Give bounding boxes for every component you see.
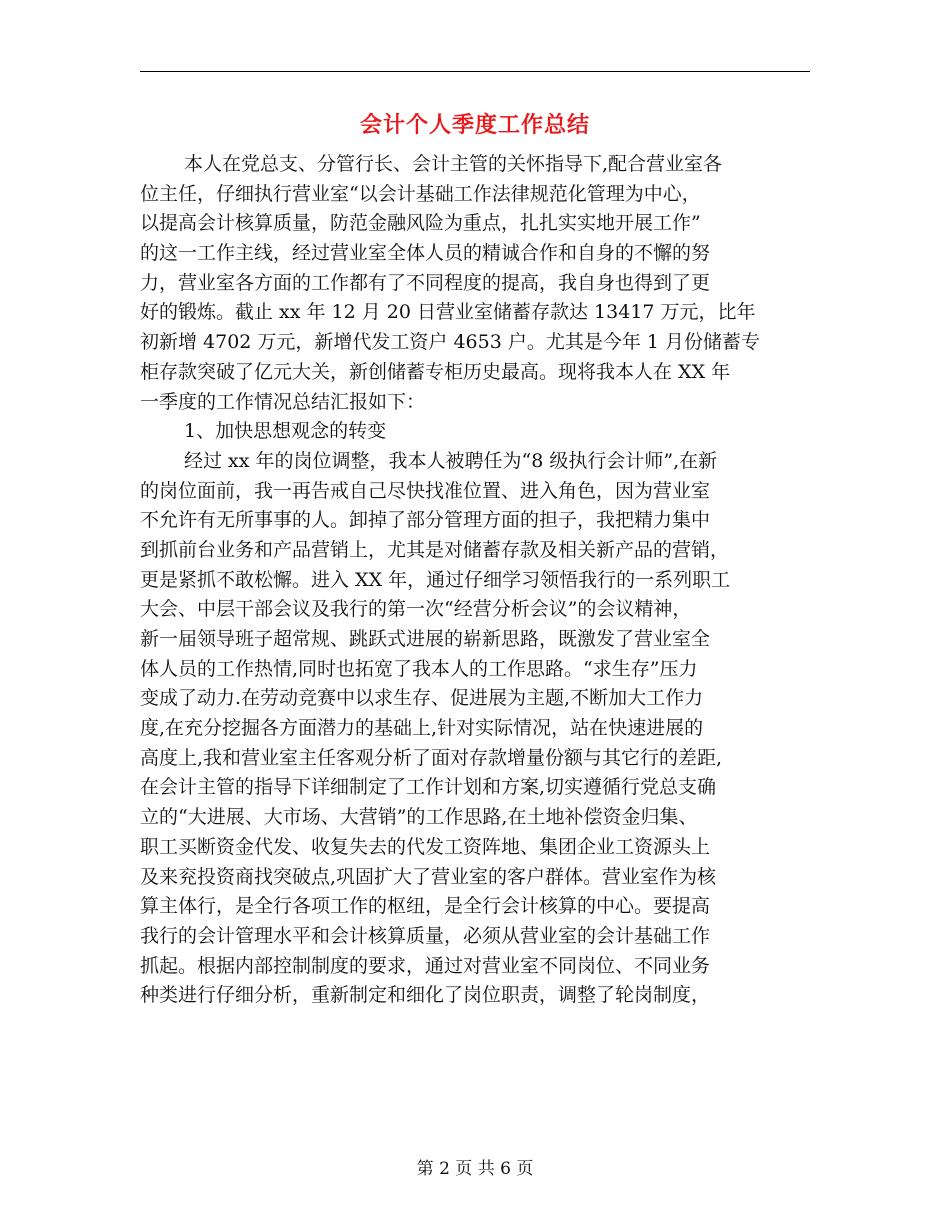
text-line: 新一届领导班子超常规、跳跃式进展的崭新思路，既激发了营业室全 [140,628,711,650]
text-line: 变成了动力.在劳动竞赛中以求生存、促进展为主题,不断加大工作力 [140,687,704,710]
document-title: 会计个人季度工作总结 [359,112,590,138]
text-line: 抓起。根据内部控制制度的要求，通过对营业室不同岗位、不同业务 [140,954,711,977]
text-line: 经过 xx 年的岗位调整，我本人被聘任为“8 级执行会计师”,在新 [184,449,718,472]
text-line: 到抓前台业务和产品营销上，尤其是对储蓄存款及相关新产品的营销， [140,538,730,561]
text-line: 好的锻炼。截止 xx 年 12 月 20 日营业室储蓄存款达 13417 万元，比年 [140,301,756,324]
text-line: 立的“大进展、大市场、大营销”的工作思路,在土地补偿资金归集、 [140,806,698,829]
header-rule [140,71,810,72]
text-line: 更是紧抓不敢松懈。进入 XX 年，通过仔细学习领悟我行的一系列职工 [140,568,731,591]
text-line: 一季度的工作情况总结汇报如下： [140,390,426,413]
text-line: 初新增 4702 万元，新增代发工资户 4653 户。尤其是今年 1 月份储蓄专 [140,331,761,354]
text-line: 职工买断资金代发、收复失去的代发工资阵地、集团企业工资源头上 [140,835,711,858]
text-line: 的岗位面前，我一再告戒自己尽快找准位置、进入角色，因为营业室 [140,479,711,502]
text-line: 本人在党总支、分管行长、会计主管的关怀指导下,配合营业室各 [184,153,723,175]
text-line: 在会计主管的指导下详细制定了工作计划和方案,切实遵循行党总支确 [140,776,717,799]
text-line: 我行的会计管理水平和会计核算质量，必须从营业室的会计基础工作 [140,924,711,947]
text-line: 以提高会计核算质量，防范金融风险为重点，扎扎实实地开展工作” [140,212,701,235]
section-heading: 1、加快思想观念的转变 [184,420,387,443]
text-line: 高度上,我和营业室主任客观分析了面对存款增量份额与其它行的差距, [140,746,723,769]
text-line: 及来兖投资商找突破点,巩固扩大了营业室的客户群体。营业室作为核 [140,865,717,888]
page-number: 第 2 页 共 6 页 [416,1159,534,1179]
text-line: 种类进行仔细分析，重新制定和细化了岗位职责，调整了轮岗制度， [140,984,711,1007]
text-line: 的这一工作主线，经过营业室全体人员的精诚合作和自身的不懈的努 [140,242,711,265]
text-line: 不允许有无所事事的人。卸掉了部分管理方面的担子，我把精力集中 [140,509,711,532]
text-line: 柜存款突破了亿元大关，新创储蓄专柜历史最高。现将我本人在 XX 年 [140,360,731,383]
document-body [140,150,816,1011]
text-line: 力，营业室各方面的工作都有了不同程度的提高，我自身也得到了更 [140,271,711,294]
text-line: 算主体行，是全行各项工作的枢纽，是全行会计核算的中心。要提高 [140,895,711,918]
text-line: 位主任，仔细执行营业室“以会计基础工作法律规范化管理为中心， [140,182,701,205]
text-line: 大会、中层干部会议及我行的第一次“经营分析会议”的会议精神， [140,598,692,621]
text-line: 体人员的工作热情,同时也拓宽了我本人的工作思路。“求生存”压力 [140,657,698,680]
text-line: 度,在充分挖掘各方面潜力的基础上,针对实际情况，站在快速进展的 [140,717,704,740]
